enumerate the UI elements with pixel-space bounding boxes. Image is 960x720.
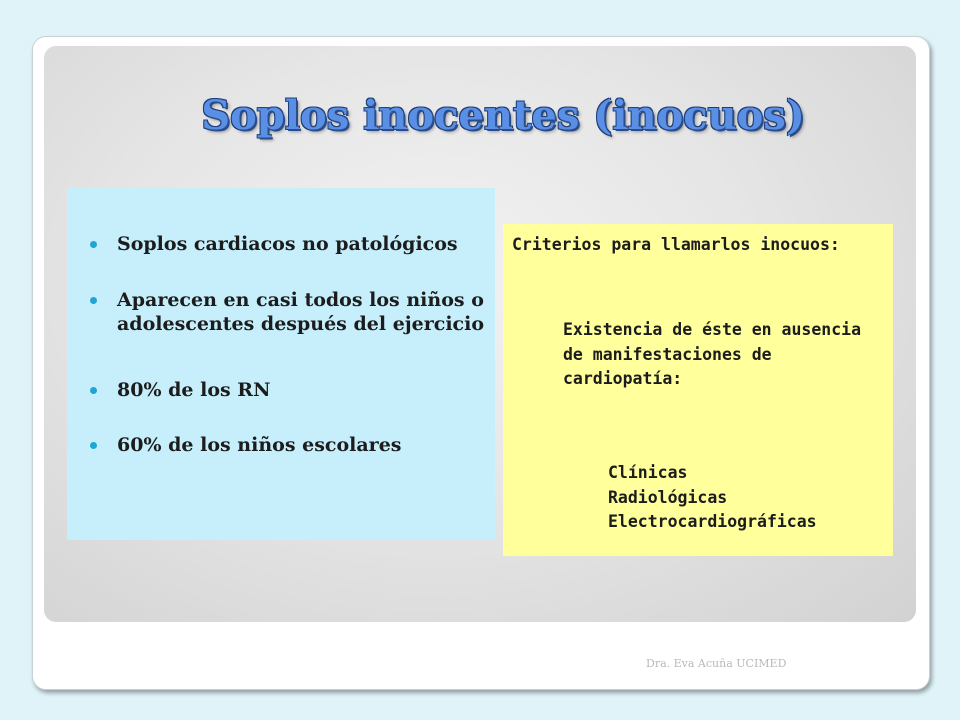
bullet-item — [88, 378, 488, 402]
criteria-list — [608, 461, 898, 535]
bullet-icon — [90, 442, 97, 449]
bullet-list — [88, 228, 488, 457]
bullet-icon — [90, 297, 97, 304]
criteria-item: Radiológicas — [608, 487, 728, 507]
criteria-item: Electrocardiográficas — [608, 512, 817, 531]
bullet-icon — [90, 241, 97, 248]
bullet-item — [88, 433, 488, 457]
bullet-text: Soplos cardiacos no patológicos — [117, 233, 458, 255]
bullet-icon — [90, 387, 97, 394]
bullet-text: 80% de los RN — [117, 379, 271, 401]
criteria-heading: Criterios para llamarlos inocuos: — [512, 235, 840, 254]
bullet-item — [88, 288, 488, 336]
criteria-body: Existencia de éste en ausencia de manifestaciones de cardiopatía: — [563, 320, 862, 388]
criteria-item: Clínicas — [608, 463, 688, 482]
bullet-text: 60% de los niños escolares — [117, 434, 402, 456]
bullet-item — [88, 232, 488, 256]
bullet-text: Aparecen en casi todos los niños o adolescentes después del ejercicio — [117, 289, 485, 335]
slide-title: Soplos inocentes (inocuos) — [201, 92, 805, 139]
slide-footer: Dra. Eva Acuña UCIMED — [646, 657, 787, 670]
criteria-panel — [503, 224, 893, 556]
